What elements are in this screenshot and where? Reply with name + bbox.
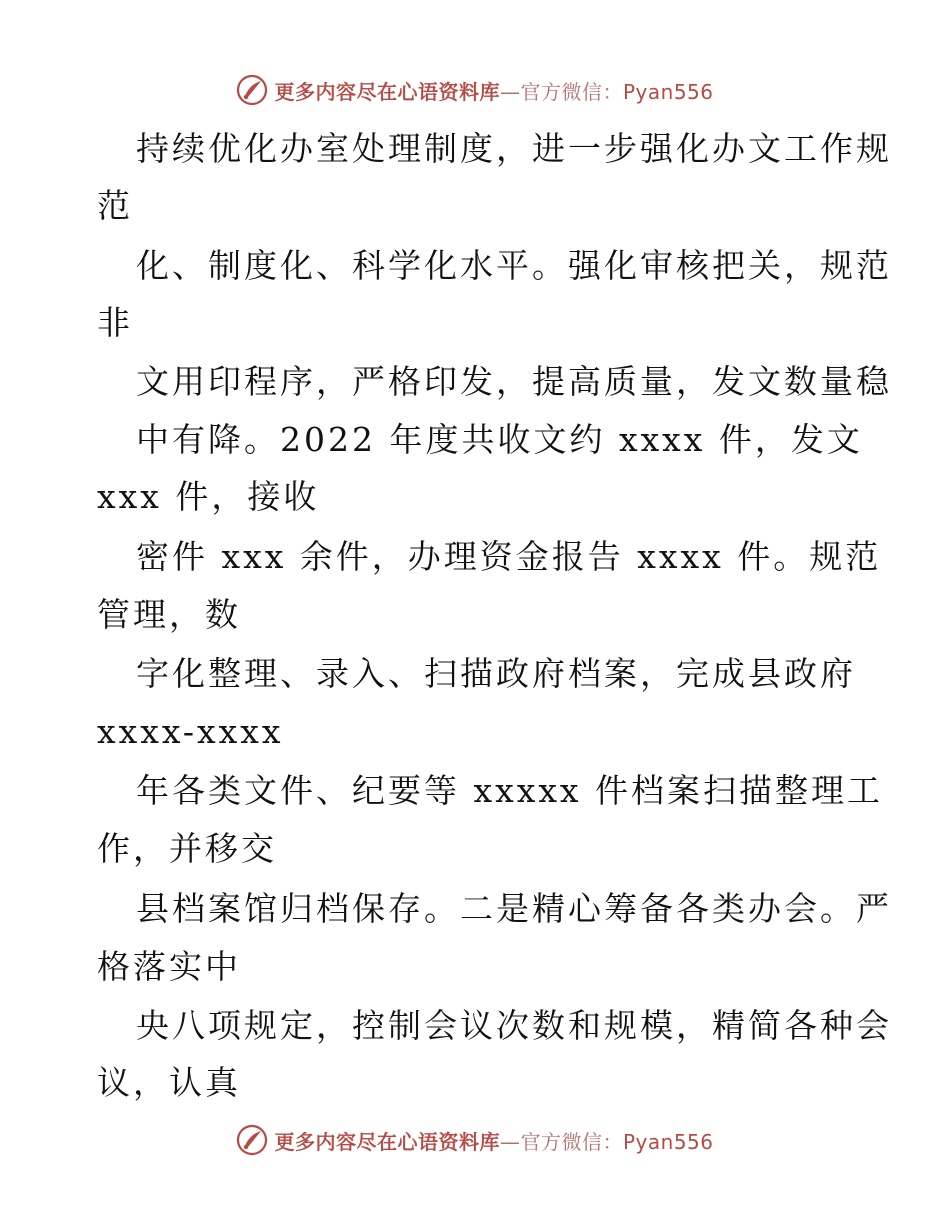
text-line-9: 管理，数 xyxy=(97,595,241,634)
text-line-6: 中有降。2022 年度共收文约 xxxx 件，发文 xyxy=(136,420,863,459)
text-line-16: 央八项规定，控制会议次数和规模，精简各种会 xyxy=(136,1006,892,1045)
text-line-4: 非 xyxy=(97,303,133,342)
footer-watermark-banner xyxy=(0,1120,950,1160)
text-line-10: 字化整理、录入、扫描政府档案，完成县政府 xyxy=(136,654,856,693)
watermark-suffix: 官方微信： xyxy=(520,1129,623,1154)
text-line-7: xxx 件，接收 xyxy=(97,477,320,516)
text-line-1: 持续优化办室处理制度，进一步强化办文工作规 xyxy=(136,129,892,168)
text-line-17: 议，认真 xyxy=(97,1063,241,1102)
text-line-13: 作，并移交 xyxy=(97,829,277,868)
watermark-dash: — xyxy=(499,79,521,104)
text-line-8: 密件 xxx 余件，办理资金报告 xxxx 件。规范 xyxy=(136,537,882,576)
text-line-2: 范 xyxy=(97,186,133,225)
text-line-15: 格落实中 xyxy=(97,947,241,986)
watermark-suffix: 官方微信： xyxy=(520,79,623,104)
text-line-14: 县档案馆归档保存。二是精心筹备各类办会。严 xyxy=(136,889,892,928)
watermark-prefix: 更多内容尽在心语资料库 xyxy=(274,79,500,104)
watermark-text xyxy=(274,1126,713,1155)
watermark-account: Pyan556 xyxy=(622,79,714,104)
text-line-12: 年各类文件、纪要等 xxxxx 件档案扫描整理工 xyxy=(136,771,884,810)
header-watermark-banner xyxy=(0,70,950,110)
watermark-dash: — xyxy=(499,1129,521,1154)
text-line-11: xxxx-xxxx xyxy=(97,712,284,751)
text-line-3: 化、制度化、科学化水平。强化审核把关，规范 xyxy=(136,246,892,285)
brush-logo-icon xyxy=(236,74,268,106)
watermark-account: Pyan556 xyxy=(622,1129,714,1154)
watermark-prefix: 更多内容尽在心语资料库 xyxy=(274,1129,500,1154)
watermark-text xyxy=(274,76,713,105)
text-line-5: 文用印程序，严格印发，提高质量，发文数量稳 xyxy=(136,362,892,401)
brush-logo-icon xyxy=(236,1124,268,1156)
